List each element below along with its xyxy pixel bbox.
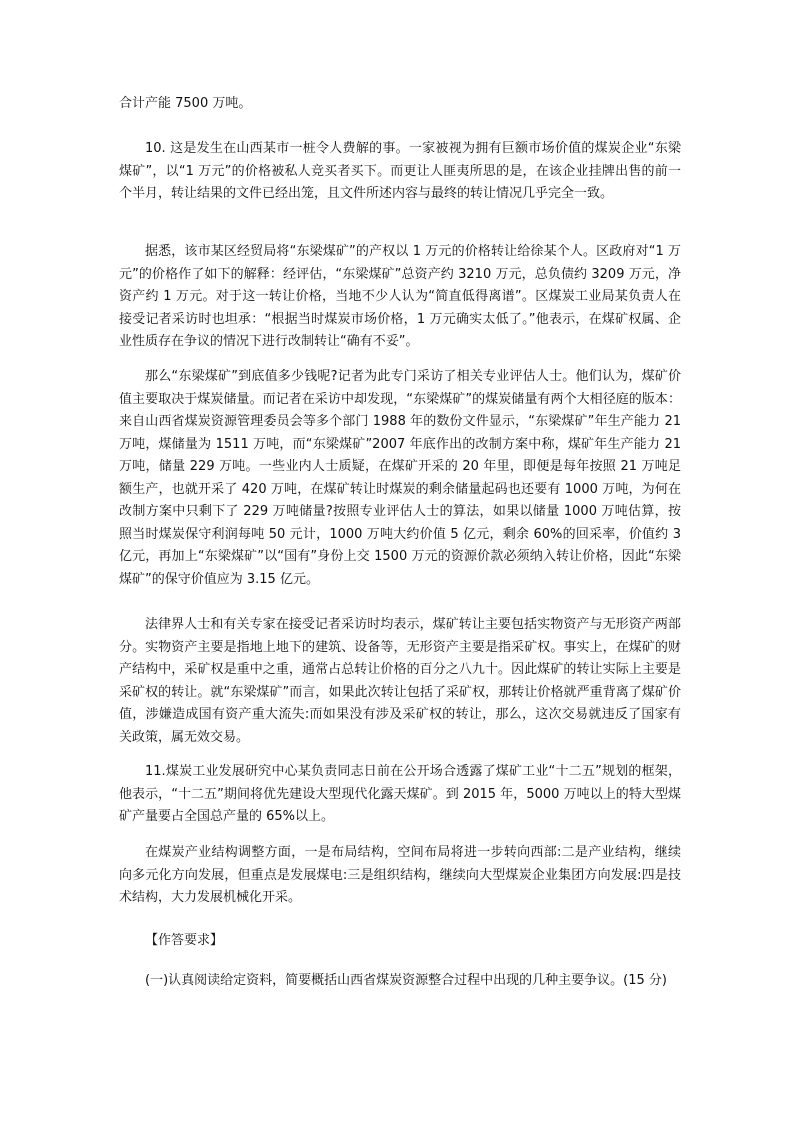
paragraph-industry-structure: 在煤炭产业结构调整方面，一是布局结构，空间布局将进一步转向西部:二是产业结构，继续向多元化方向发展，但重点是发展煤电:三是组织结构，继续向大型煤炭企业集团方向发展:四是技术结构，大力发展机械化开采。	[119, 845, 681, 905]
paragraph-legal-opinion: 法律界人士和有关专家在接受记者采访时均表示，煤矿转让主要包括实物资产与无形资产两部分。实物资产主要是指地上地下的建筑、设备等，无形资产主要是指采矿权。事实上，在煤矿的财产结构中，采矿权是重中之重，通常占总转让价格的百分之八九十。因此煤矿的转让实际上主要是采矿权的转让。就“东梁煤矿”而言，如果此次转让包括了采矿权，那转让价格就严重背离了煤矿价值，涉嫌造成国有资产重大流失:而如果没有涉及采矿权的转让，那么，这次交易就违反了国家有关政策，属无效交易。	[119, 617, 681, 745]
paragraph-item-10: 10. 这是发生在山西某市一桩令人费解的事。一家被视为拥有巨额市场价值的煤炭企业“东梁煤矿”，以“1 万元”的价格被私人竞买者买下。而更让人匪夷所思的是，在该企业挂牌出售的前一个半月，转让结果的文件已经出笼，且文件所述内容与最终的转让情况几乎完全一致。	[119, 141, 681, 201]
question-one: (一)认真阅读给定资料，简要概括山西省煤炭资源整合过程中出现的几种主要争议。(15 分)	[145, 973, 667, 988]
paragraph-reserves-valuation: 那么“东梁煤矿”到底值多少钱呢?记者为此专门采访了相关专业评估人士。他们认为，煤矿价值主要取决于煤炭储量。而记者在采访中却发现，“东梁煤矿”的煤炭储量有两个大相径庭的版本：来自山西省煤炭资源管理委员会等多个部门 1988 年的数份文件显示，“东梁煤矿”年生产能力 21 万吨，煤储量为 1511 万吨，而“东梁煤矿”2007 年底作出的改制方案中称，煤矿年生产能力 21 万吨，储量 229 万吨。一些业内人士质疑，在煤矿开采的 20 年里，即便是每年按照 21 万吨足额生产，也就开采了 420 万吨，在煤矿转让时煤炭的剩余储量起码也还要有 1000 万吨，为何在改制方案中只剩下了 229 万吨储量?按照专业评估人士的算法，如果以储量 1000 万吨估算，按照当时煤炭保守利润每吨 50 元计，1000 万吨大约价值 5 亿元，剩余 60%的回采率，价值约 3 亿元，再加上“东梁煤矿”以“国有”身份上交 1500 万元的资源价款必须纳入转让价格，因此“东梁煤矿”的保守价值应为 3.15 亿元。	[119, 369, 681, 587]
section-heading-answer-requirements: 【作答要求】	[145, 933, 224, 948]
paragraph-capacity-total: 合计产能 7500 万吨。	[119, 96, 252, 111]
paragraph-item-11: 11.煤炭工业发展研究中心某负责同志日前在公开场合透露了煤矿工业“十二五”规划的框架，他表示，“十二五”期间将优先建设大型现代化露天煤矿。到 2015 年，5000 万吨以上的特大型煤矿产量要占全国总产量的 65%以上。	[119, 764, 681, 824]
paragraph-transfer-explanation: 据悉，该市某区经贸局将“东梁煤矿”的产权以 1 万元的价格转让给徐某个人。区政府对“1 万元”的价格作了如下的解释：经评估，“东梁煤矿”总资产约 3210 万元，总负债约 3209 万元，净资产约 1 万元。对于这一转让价格，当地不少人认为“简直低得离谱”。区煤炭工业局某负责人在接受记者采访时也坦承：“根据当时煤炭市场价格，1 万元确实太低了。”他表示，在煤矿权属、企业性质存在争议的情况下进行改制转让“确有不妥”。	[119, 244, 681, 349]
